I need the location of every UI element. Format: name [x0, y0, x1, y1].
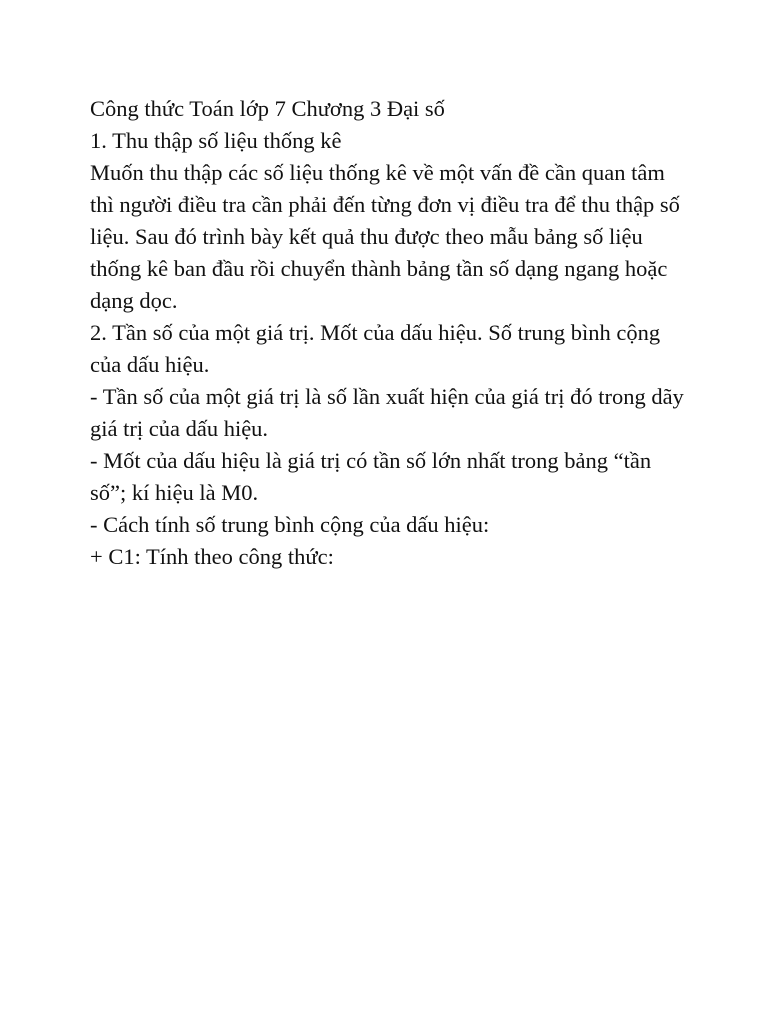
- section-1-heading: 1. Thu thập số liệu thống kê: [90, 128, 342, 153]
- mean-method-heading: - Cách tính số trung bình cộng của dấu hiệu:: [90, 512, 490, 537]
- section-1-paragraph: Muốn thu thập các số liệu thống kê về một vấn đề cần quan tâm thì người điều tra cần phải đến từng đơn vị điều tra để thu thập số liệu. Sau đó trình bày kết quả thu được theo mẫu bảng số liệu thống kê ban đầu rồi chuyển thành bảng tần số dạng ngang hoặc dạng dọc.: [90, 160, 680, 313]
- mode-definition: - Mốt của dấu hiệu là giá trị có tần số lớn nhất trong bảng “tần số”; kí hiệu là M0.: [90, 448, 652, 505]
- document-title: Công thức Toán lớp 7 Chương 3 Đại số: [90, 96, 445, 121]
- document-body: [90, 93, 690, 573]
- frequency-definition: - Tần số của một giá trị là số lần xuất hiện của giá trị đó trong dãy giá trị của dấu hiệu.: [90, 384, 684, 441]
- method-1-line: + C1: Tính theo công thức:: [90, 544, 334, 569]
- section-2-heading: 2. Tần số của một giá trị. Mốt của dấu hiệu. Số trung bình cộng của dấu hiệu.: [90, 320, 661, 377]
